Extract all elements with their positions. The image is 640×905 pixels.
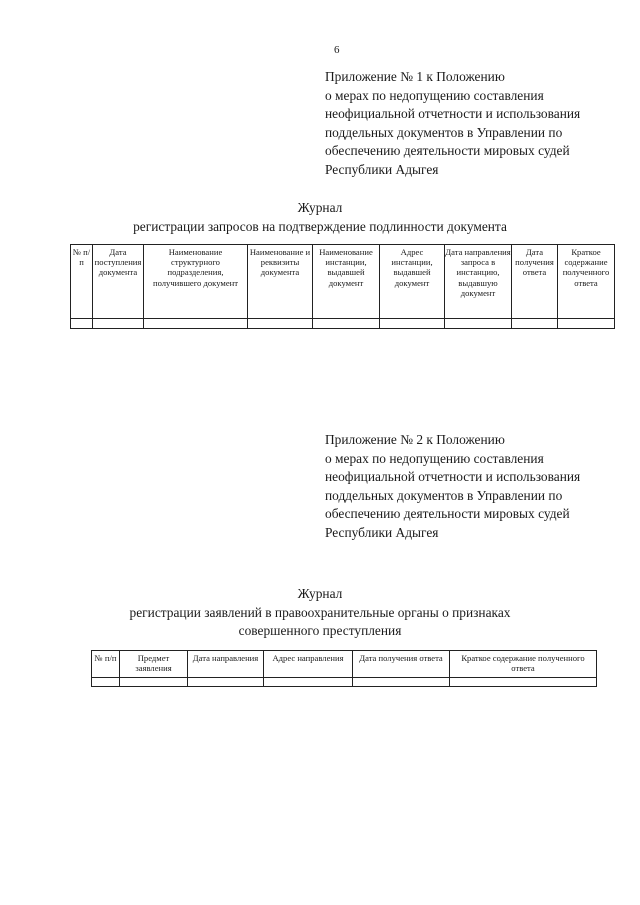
page-number: 6 [334, 44, 340, 56]
journal-2-subtitle: совершенного преступления [238, 623, 402, 638]
table-cell [450, 678, 597, 687]
journal-1-col-header: Наименование инстанции, выдавшей документ [313, 245, 380, 319]
journal-1-col-header: Дата получения ответа [512, 245, 558, 319]
appendix-2-line: Приложение № 2 к Положению [325, 432, 505, 447]
table-cell [380, 319, 445, 329]
journal-1-subtitle: регистрации запросов на подтверждение подлинности документа [133, 218, 507, 234]
table-cell [558, 319, 615, 329]
table-cell [71, 319, 93, 329]
journal-1-col-header: Дата направления запроса в инстанцию, выдавшую документ [445, 245, 512, 319]
journal-2-header-row [92, 651, 597, 678]
table-cell [264, 678, 353, 687]
journal-1-table [70, 244, 615, 329]
journal-1-title: Журнал [297, 200, 343, 215]
appendix-1-line: неофициальной отчетности и использования [325, 106, 581, 121]
appendix-2-line: неофициальной отчетности и использования [325, 469, 581, 484]
appendix-1-line: Приложение № 1 к Положению [325, 69, 505, 84]
appendix-1-line: о мерах по недопущению составления [325, 87, 544, 103]
journal-2-col-header: № п/п [92, 651, 120, 678]
journal-1-col-header: Краткое содержание полученного ответа [558, 245, 615, 319]
journal-1-title-block [0, 199, 640, 236]
journal-1-empty-row [71, 319, 615, 329]
journal-2-title: Журнал [297, 586, 343, 601]
journal-2-col-header: Дата получения ответа [353, 651, 450, 678]
appendix-1-header [325, 68, 625, 179]
journal-2-col-header: Адрес направления [264, 651, 353, 678]
journal-1-col-header: Наименование и реквизиты документа [248, 245, 313, 319]
journal-2-col-header: Предмет заявления [120, 651, 188, 678]
journal-2-col-header: Краткое содержание полученного ответа [450, 651, 597, 678]
journal-2-title-block [0, 585, 640, 641]
appendix-2-line: Республики Адыгея [325, 524, 439, 540]
table-cell [512, 319, 558, 329]
appendix-2-header [325, 431, 625, 542]
table-cell [92, 678, 120, 687]
appendix-2-line: поддельных документов в Управлении по [325, 487, 563, 503]
journal-1-col-header: Наименование структурного подразделения, получившего документ [144, 245, 248, 319]
table-cell [313, 319, 380, 329]
journal-2-empty-row [92, 678, 597, 687]
appendix-2-line: о мерах по недопущению составления [325, 450, 544, 466]
appendix-1-line: Республики Адыгея [325, 161, 439, 177]
table-cell [353, 678, 450, 687]
appendix-1-line: обеспечению деятельности мировых судей [325, 143, 570, 158]
table-cell [188, 678, 264, 687]
table-cell [144, 319, 248, 329]
table-cell [248, 319, 313, 329]
journal-2-table [91, 650, 597, 687]
table-cell [445, 319, 512, 329]
appendix-2-line: обеспечению деятельности мировых судей [325, 506, 570, 521]
journal-1-col-header: Дата поступления документа [93, 245, 144, 319]
appendix-1-line: поддельных документов в Управлении по [325, 124, 563, 140]
journal-2-col-header: Дата направления [188, 651, 264, 678]
journal-2-subtitle: регистрации заявлений в правоохранительные органы о признаках [129, 604, 511, 620]
journal-1-col-header: Адрес инстанции, выдавшей документ [380, 245, 445, 319]
table-cell [93, 319, 144, 329]
journal-1-header-row [71, 245, 615, 319]
table-cell [120, 678, 188, 687]
journal-1-col-header: № п/п [71, 245, 93, 319]
